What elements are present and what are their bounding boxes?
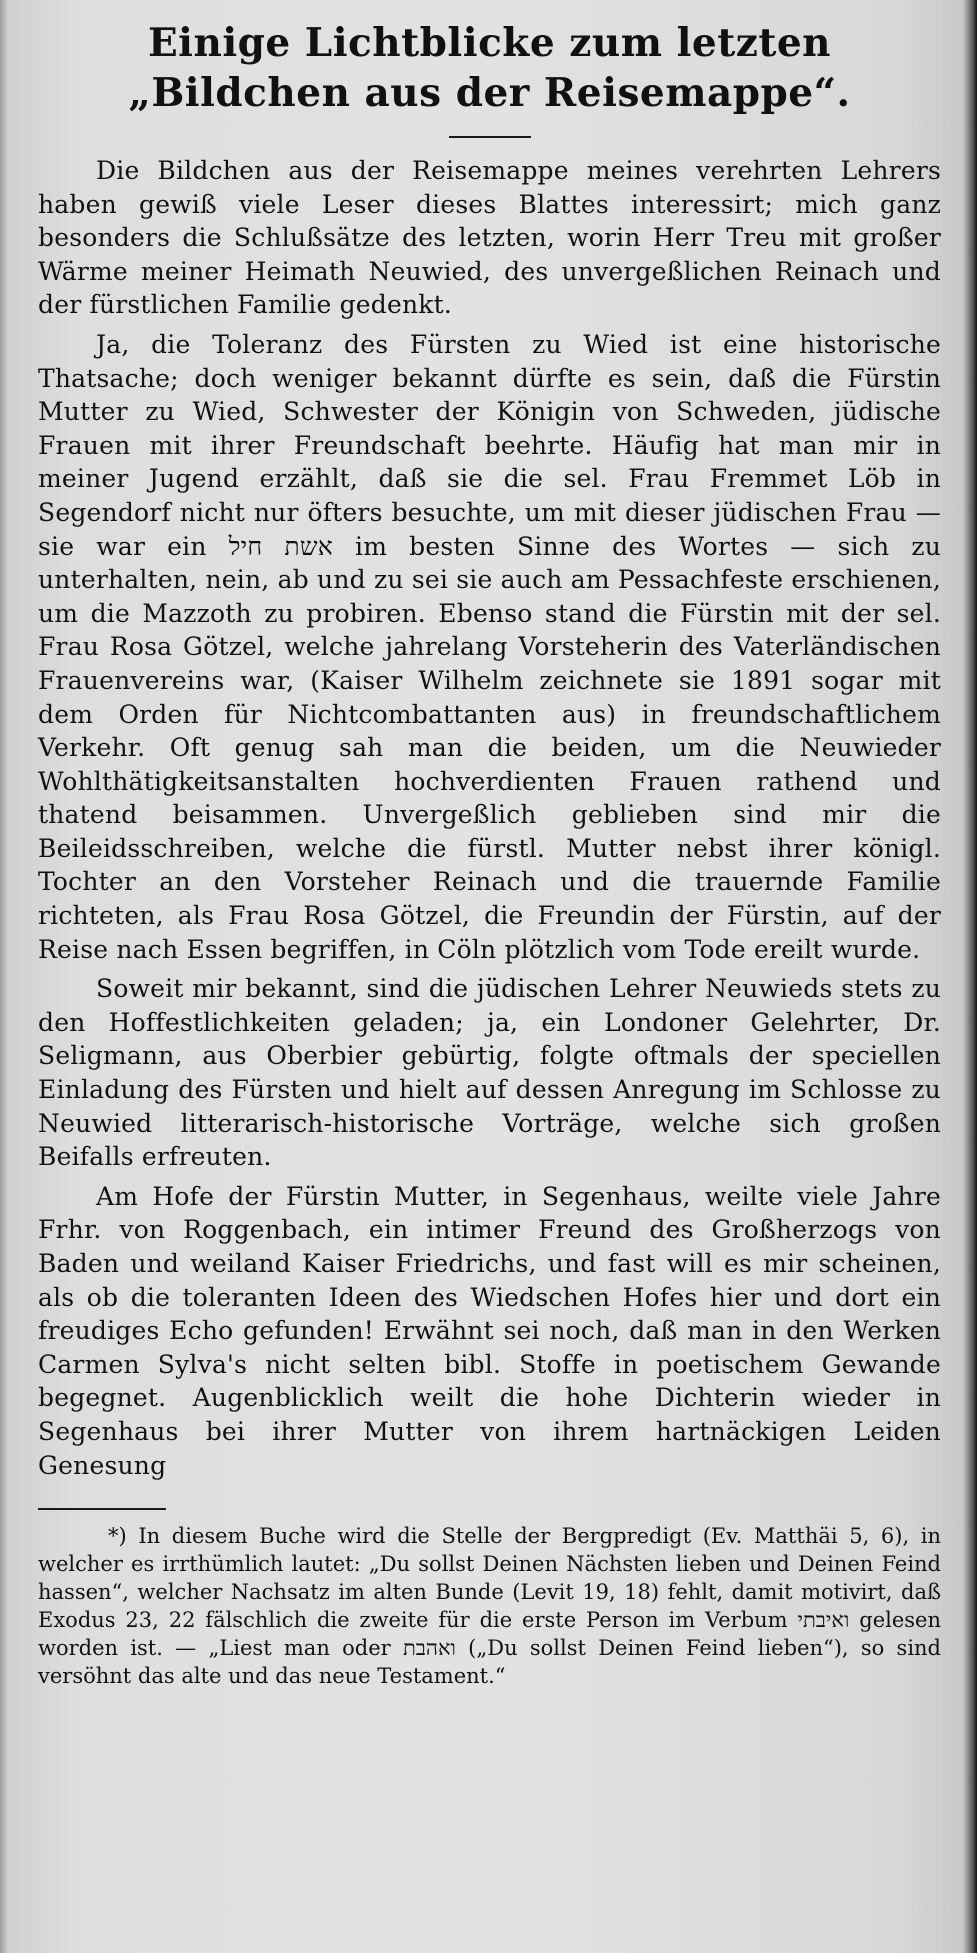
page-left-shadow — [0, 0, 8, 1953]
paragraph-1: Die Bildchen aus der Reisemappe meines verehrten Lehrers haben gewiß viele Leser dieses Blattes interessirt; mich ganz besonders die Schlußsätze des letzten, worin Herr Treu mit großer Wärme meiner Heimath Neuwied, des unvergeßlichen Reinach und der fürstlichen Familie gedenkt. — [38, 156, 941, 320]
footnote: *) In diesem Buche wird die Stelle der Bergpredigt (Ev. Matthäi 5, 6), in welcher es irrthümlich lautet: „Du sollst Deinen Nächsten lieben und Deinen Feind hassen“, welcher Nachsatz im alten Bunde (Levit 19, 18) fehlt, damit motivirt, daß Exodus 23, 22 fälschlich die zweite für die erste Person im Verbum ואיבתי gelesen worden ist. — „Liest man oder ואהבת („Du sollst Deinen Feind lieben“), so sind versöhnt das alte und das neue Testament.“ — [38, 1524, 941, 1689]
paragraph-2: Ja, die Toleranz des Fürsten zu Wied ist eine historische Thatsache; doch weniger bekannt dürfte es sein, daß die Fürstin Mutter zu Wied, Schwester der Königin von Schweden, jüdische Frauen mit ihrer Freundschaft beehrte. Häufig hat man mir in meiner Jugend erzählt, daß sie die sel. Frau Fremmet Löb in Segendorf nicht nur öfters besuchte, um mit dieser jüdischen Frau — sie war ein אשת חיל im besten Sinne des Wortes — sich zu unterhalten, nein, ab und zu sei sie auch am Pessachfeste erschienen, um die Mazzoth zu probiren. Ebenso stand die Fürstin mit der sel. Frau Rosa Götzel, welche jahrelang Vorsteherin des Vaterländischen Frauenvereins war, (Kaiser Wilhelm zeichnete sie 1891 sogar mit dem Orden für Nichtcombattanten aus) in freundschaftlichem Verkehr. Oft genug sah man die beiden, um die Neuwieder Wohlthätigkeitsanstalten hochverdienten Frauen rathend und thatend beisammen. Unvergeßlich geblieben sind mir die Beileidsschreiben, welche die fürstl. Mutter nebst ihrer königl. Tochter an den Vorsteher Reinach und die trauernde Familie richteten, als Frau Rosa Götzel, die Freundin der Fürstin, auf der Reise nach Essen begriffen, in Cöln plötzlich vom Tode ereilt wurde. — [38, 329, 941, 964]
article-body — [38, 154, 941, 1482]
paragraph-4: Am Hofe der Fürstin Mutter, in Segenhaus, weilte viele Jahre Frhr. von Roggenbach, ein intimer Freund des Großherzogs von Baden und weiland Kaiser Friedrichs, und fast will es mir scheinen, als ob die toleranten Ideen des Wiedschen Hofes hier und dort ein freudiges Echo gefunden! Erwähnt sei noch, daß man in den Werken Carmen Sylva's nicht selten bibl. Stoffe in poetischem Gewande begegnet. Augenblicklich weilt die hohe Dichterin wieder in Segenhaus bei ihrer Mutter von ihrem hartnäckigen Leiden Genesung — [38, 1181, 941, 1480]
article-title: Einige Lichtblicke zum letzten „Bildchen aus der Reisemappe“. — [128, 20, 851, 116]
paragraph-3: Soweit mir bekannt, sind die jüdischen Lehrer Neuwieds stets zu den Hoffestlichkeiten geladen; ja, ein Londoner Gelehrter, Dr. Seligmann, aus Oberbier gebürtig, folgte oftmals der speciellen Einladung des Fürsten und hielt auf dessen Anregung im Schlosse zu Neuwied litterarisch-historische Vorträge, welche sich großen Beifalls erfreuten. — [38, 974, 941, 1172]
footnote-divider — [38, 1508, 166, 1510]
title-divider — [449, 136, 531, 138]
page-edge-shadow — [963, 0, 977, 1953]
